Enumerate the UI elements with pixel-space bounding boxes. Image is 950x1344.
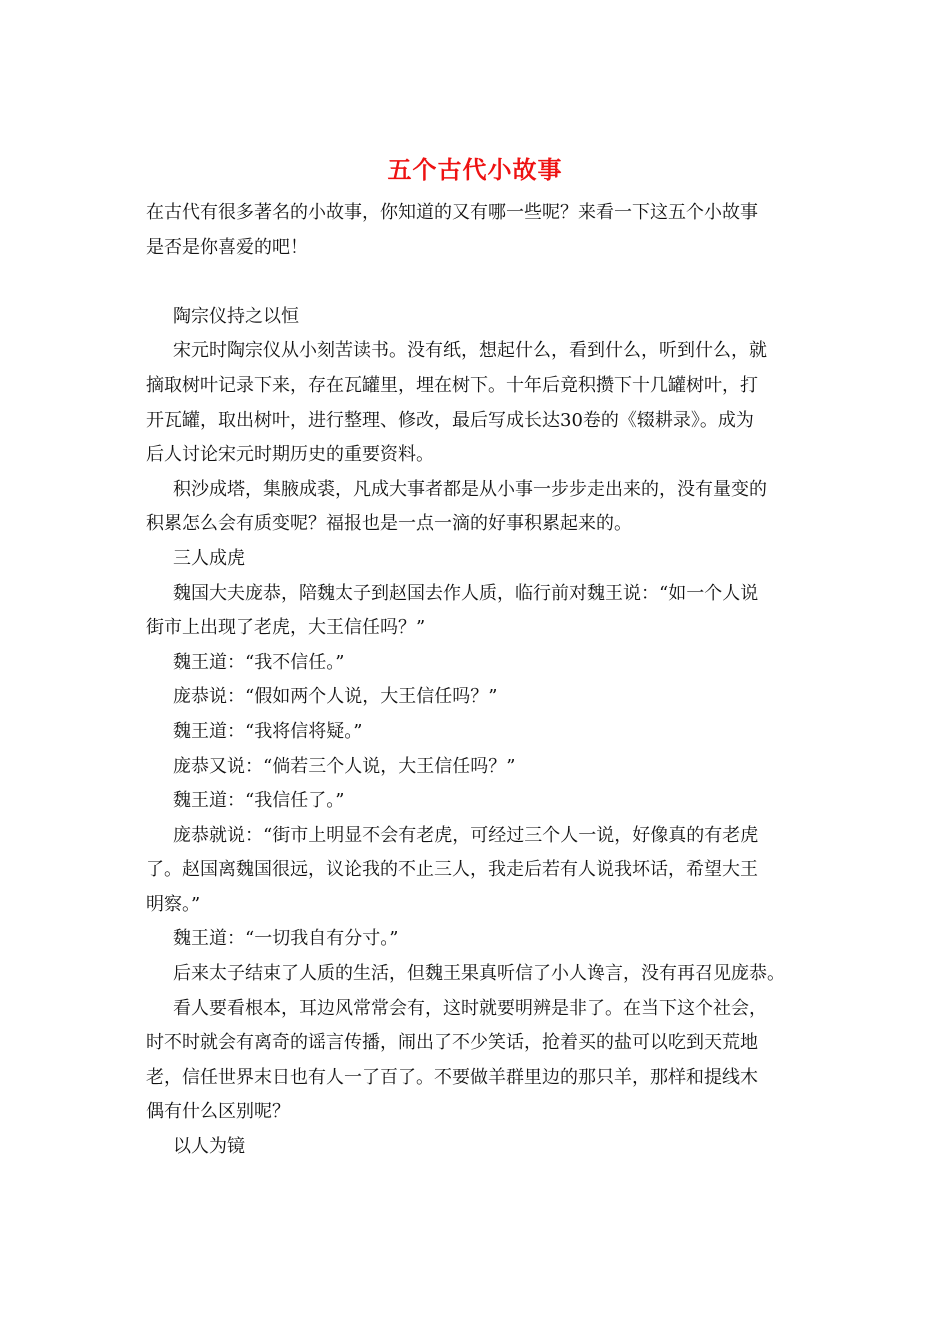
text-line: 在古代有很多著名的小故事，你知道的又有哪一些呢？来看一下这五个小故事 xyxy=(146,202,758,223)
text-line: 后人讨论宋元时期历史的重要资料。 xyxy=(146,444,434,466)
text-line: 老，信任世界末日也有人一了百了。不要做羊群里边的那只羊，那样和提线木 xyxy=(146,1066,758,1088)
document-body xyxy=(146,196,811,1165)
text-line: 庞恭又说：“倘若三个人说，大王信任吗？” xyxy=(173,755,516,777)
text-line: 三人成虎 xyxy=(173,547,245,569)
text-line: 街市上出现了老虎，大王信任吗？” xyxy=(146,617,426,639)
text-line: 魏王道：“我将信将疑。” xyxy=(173,720,363,742)
text-line: 明察。” xyxy=(146,893,201,915)
text-line: 时不时就会有离奇的谣言传播，闹出了不少笑话，抢着买的盐可以吃到天荒地 xyxy=(146,1032,758,1054)
text-line: 魏王道：“一切我自有分寸。” xyxy=(173,928,399,950)
blank-line xyxy=(146,265,811,300)
text-line: 魏国大夫庞恭，陪魏太子到赵国去作人质，临行前对魏王说：“如一个人说 xyxy=(173,582,759,604)
text-line: 积沙成塔，集腋成裘，凡成大事者都是从小事一步步走出来的，没有量变的 xyxy=(173,478,767,500)
text-line: 偶有什么区别呢？ xyxy=(146,1101,290,1123)
text-line: 以人为镜 xyxy=(173,1136,245,1158)
text-line: 宋元时陶宗仪从小刻苦读书。没有纸，想起什么，看到什么，听到什么，就 xyxy=(173,340,767,362)
text-line: 后来太子结束了人质的生活，但魏王果真听信了小人谗言，没有再召见庞恭。 xyxy=(173,963,785,985)
text-line: 魏王道：“我不信任。” xyxy=(173,651,345,673)
text-line: 看人要看根本，耳边风常常会有，这时就要明辨是非了。在当下这个社会， xyxy=(173,997,767,1019)
document-title: 五个古代小故事 xyxy=(387,155,563,184)
text-line: 开瓦罐，取出树叶，进行整理、修改，最后写成长达30卷的《辍耕录》。成为 xyxy=(146,409,754,431)
text-line: 摘取树叶记录下来，存在瓦罐里，埋在树下。十年后竟积攒下十几罐树叶，打 xyxy=(146,374,758,396)
text-line: 积累怎么会有质变呢？福报也是一点一滴的好事积累起来的。 xyxy=(146,513,632,535)
text-line: 是否是你喜爱的吧！ xyxy=(146,236,308,258)
text-line: 了。赵国离魏国很远，议论我的不止三人，我走后若有人说我坏话，希望大王 xyxy=(146,859,758,881)
text-line: 魏王道：“我信任了。” xyxy=(173,790,345,812)
text-line: 庞恭说：“假如两个人说，大王信任吗？” xyxy=(173,686,498,708)
text-line: 庞恭就说：“街市上明显不会有老虎，可经过三个人一说，好像真的有老虎 xyxy=(173,824,759,846)
text-line: 陶宗仪持之以恒 xyxy=(173,305,299,327)
